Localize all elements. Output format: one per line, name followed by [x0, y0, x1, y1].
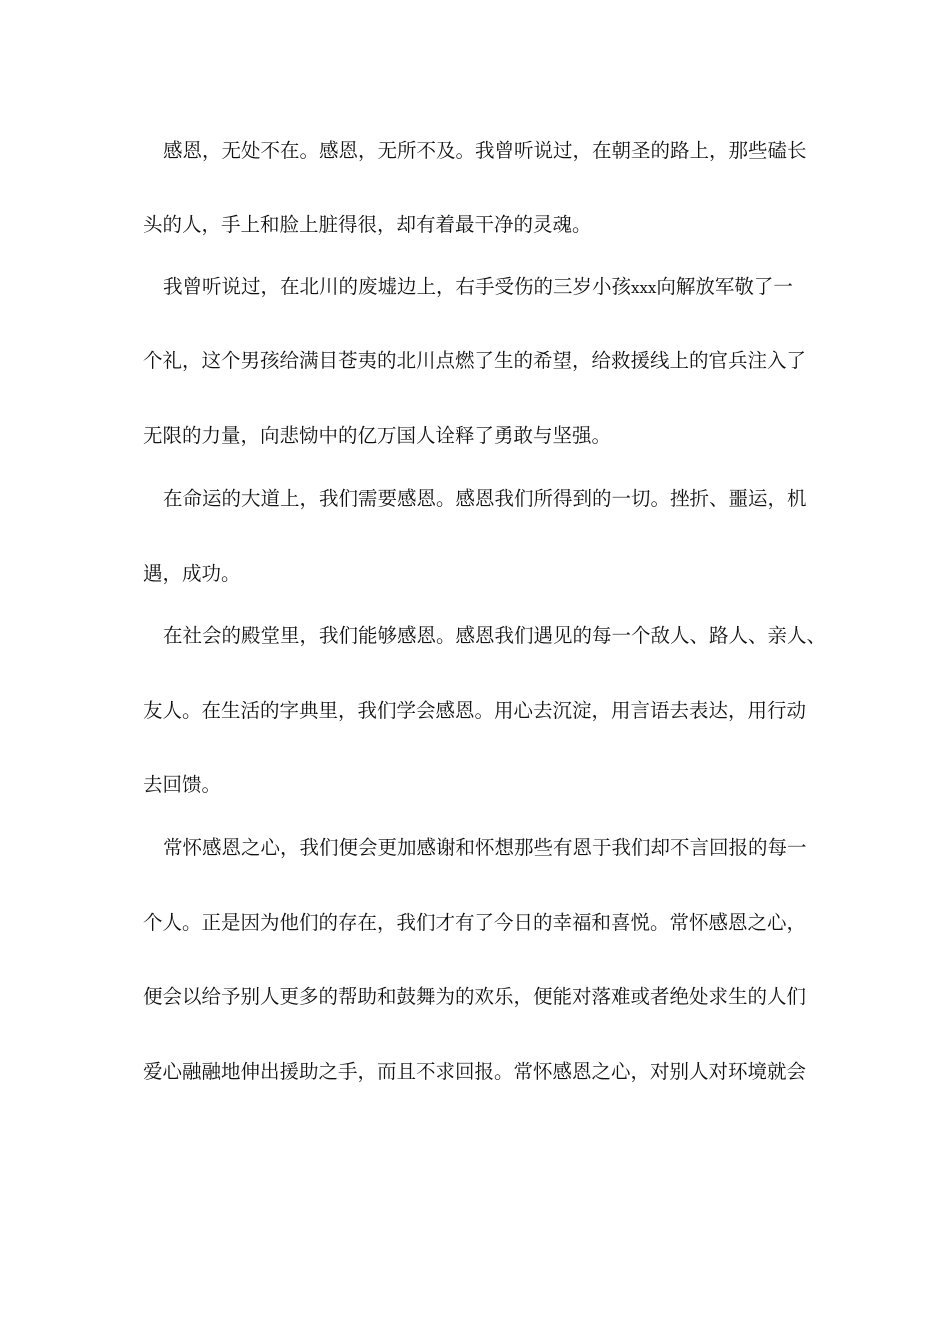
paragraph-4-line-1: 在社会的殿堂里，我们能够感恩。感恩我们遇见的每一个敌人、路人、亲人、	[163, 624, 827, 647]
paragraph-5-line-3: 便会以给予别人更多的帮助和鼓舞为的欢乐，便能对落难或者绝处求生的人们	[143, 985, 807, 1008]
paragraph-3-line-1: 在命运的大道上，我们需要感恩。感恩我们所得到的一切。挫折、噩运，机	[163, 487, 807, 510]
paragraph-1-line-1: 感恩，无处不在。感恩，无所不及。我曾听说过，在朝圣的路上，那些磕长	[163, 139, 807, 162]
paragraph-2-line-1	[163, 272, 843, 302]
paragraph-2-line-2: 个礼，这个男孩给满目苍夷的北川点燃了生的希望，给救援线上的官兵注入了	[143, 349, 807, 372]
paragraph-5-line-1: 常怀感恩之心，我们便会更加感谢和怀想那些有恩于我们却不言回报的每一	[163, 836, 807, 859]
paragraph-1-line-2: 头的人，手上和脸上脏得很，却有着最干净的灵魂。	[143, 213, 592, 236]
paragraph-2-line-1-text-after: 向解放军敬了一	[656, 275, 793, 298]
paragraph-4-line-3: 去回馈。	[143, 773, 222, 796]
paragraph-5-line-4: 爱心融融地伸出援助之手，而且不求回报。常怀感恩之心，对别人对环境就会	[143, 1060, 807, 1083]
paragraph-4-line-2: 友人。在生活的字典里，我们学会感恩。用心去沉淀，用言语去表达，用行动	[143, 699, 807, 722]
paragraph-2-line-1-text-before: 我曾听说过，在北川的废墟边上，右手受伤的三岁小孩	[163, 275, 632, 298]
paragraph-5-line-2: 个人。正是因为他们的存在，我们才有了今日的幸福和喜悦。常怀感恩之心，	[143, 911, 807, 934]
paragraph-3-line-2: 遇，成功。	[143, 562, 241, 585]
paragraph-2-line-3: 无限的力量，向悲恸中的亿万国人诠释了勇敢与坚强。	[143, 424, 612, 447]
paragraph-2-child-name: xxx	[631, 279, 657, 297]
